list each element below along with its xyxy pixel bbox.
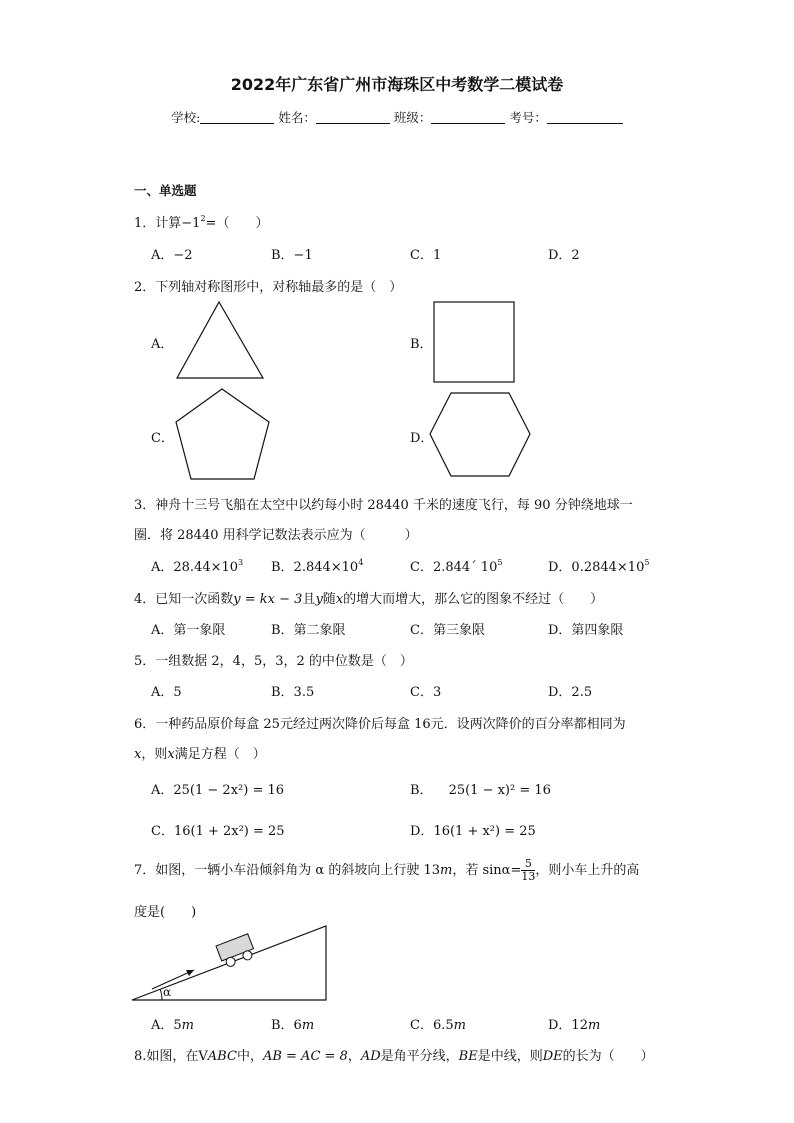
q4-with: 随	[322, 592, 336, 607]
angle-arc	[160, 989, 162, 1000]
q6-option-d[interactable]	[410, 820, 536, 839]
q7-option-c-text: C．6.5	[410, 1018, 454, 1033]
question-3-line-1: 3．神舟十三号飞船在太空中以约每小时 28440 千米的速度飞行，每 90 分钟绕地球一	[134, 498, 633, 513]
question-4-stem	[134, 588, 603, 607]
q6-option-b-expr: 25(1 − x)² = 16	[448, 783, 551, 798]
question-3-line-2: 圈．将 28440 用科学记数法表示应为（ ）	[134, 528, 418, 543]
q8-equation: AB = AC = 8	[262, 1049, 348, 1064]
q2-option-b[interactable]: B．	[410, 337, 433, 352]
q6-option-b-label: B．	[410, 783, 433, 798]
q1-exponent: 2	[200, 214, 206, 223]
q4-and: 且	[302, 592, 316, 607]
q6-then: ，则	[141, 747, 168, 762]
q3-option-a-exp: 3	[238, 558, 244, 567]
q7-option-b[interactable]	[271, 1014, 314, 1033]
q7-sin: ，若 sinα=	[452, 863, 522, 878]
q7-prefix: 7．如图，一辆小车沿倾斜角为 α 的斜坡向上行驶 13	[134, 863, 440, 878]
q7-option-c-unit: m	[453, 1018, 466, 1033]
q4-option-c[interactable]: C．第三象限	[410, 623, 485, 638]
q3-option-c-text: C．2.844´ 10	[410, 560, 498, 575]
q8-median: 是中线，则	[477, 1049, 543, 1064]
q7-option-d-text: D．12	[548, 1018, 588, 1033]
question-7-line-1	[134, 858, 639, 883]
q8-bisector: 是角平分线，	[380, 1049, 459, 1064]
q7-fraction	[521, 858, 535, 883]
name-blank	[316, 111, 390, 124]
q7-option-c[interactable]	[410, 1014, 466, 1033]
q1-stem-prefix: 1．计算	[134, 216, 182, 231]
q6-option-c[interactable]	[151, 820, 285, 839]
q7-unit-m: m	[440, 863, 453, 878]
q6-var-x: x	[134, 747, 142, 762]
q3-option-a[interactable]	[151, 556, 243, 575]
q8-in: 中，	[236, 1049, 263, 1064]
hexagon-figure	[428, 391, 532, 479]
q6-option-a-expr: 25(1 − 2x²) = 16	[173, 783, 285, 798]
q5-option-a[interactable]: A．5	[151, 685, 182, 700]
q8-comma: ，	[347, 1049, 361, 1064]
q6-option-d-label: D．	[410, 824, 434, 839]
q8-segment-ad: AD	[360, 1049, 381, 1064]
q5-option-d[interactable]: D．2.5	[548, 685, 593, 700]
q4-option-b[interactable]: B．第二象限	[271, 623, 346, 638]
section-title: 一、单选题	[134, 183, 197, 198]
q3-option-d[interactable]	[548, 556, 649, 575]
q6-option-a[interactable]	[151, 779, 284, 798]
number-blank	[547, 111, 623, 124]
pentagon-figure	[174, 387, 272, 483]
q6-option-b[interactable]	[410, 779, 551, 798]
q4-option-a[interactable]: A．第一象限	[151, 623, 226, 638]
q7-option-d[interactable]	[548, 1014, 600, 1033]
q7-option-d-unit: m	[587, 1018, 601, 1033]
q5-option-c[interactable]: C．3	[410, 685, 442, 700]
q3-option-c-exp: 5	[497, 558, 503, 567]
q4-suffix: 的增大而增大，那么它的图象不经过（ ）	[343, 592, 604, 607]
cart-icon	[216, 934, 257, 969]
q5-option-b[interactable]: B．3.5	[271, 685, 315, 700]
q1-option-c[interactable]: C．1	[410, 248, 442, 263]
q6-option-d-expr: 16(1 + x²) = 25	[433, 824, 536, 839]
q3-option-d-text: D．0.2844×10	[548, 560, 645, 575]
q8-segment-de: DE	[542, 1049, 563, 1064]
q6-option-a-label: A．	[151, 783, 174, 798]
school-label: 学校:	[171, 110, 201, 125]
q6-option-c-expr: 16(1 + 2x²) = 25	[173, 824, 285, 839]
q4-var-x: x	[335, 592, 344, 607]
question-8-stem	[134, 1045, 654, 1064]
q1-option-b[interactable]: B．−1	[271, 248, 313, 263]
q3-option-c[interactable]	[410, 556, 502, 575]
q7-fraction-numerator: 5	[521, 858, 535, 871]
q3-option-a-text: A．28.44×10	[151, 560, 239, 575]
student-info-row	[0, 108, 794, 126]
q7-option-a-text: A．5	[151, 1018, 182, 1033]
page-title: 2022年广东省广州市海珠区中考数学二模试卷	[230, 75, 564, 94]
number-label: 考号：	[509, 110, 547, 125]
q8-suffix: 的长为（ ）	[562, 1049, 654, 1064]
q1-expression: −1	[181, 216, 201, 231]
q6-suffix: 满足方程（ ）	[174, 747, 266, 762]
q3-option-b-exp: 4	[358, 558, 364, 567]
square-figure	[432, 300, 516, 384]
question-7-line-2: 度是( )	[134, 905, 197, 920]
q7-option-b-text: B．6	[271, 1018, 302, 1033]
question-6-line-2	[134, 743, 266, 762]
q4-option-d[interactable]: D．第四象限	[548, 623, 624, 638]
name-label: 姓名：	[278, 110, 316, 125]
q6-var-x-2: x	[167, 747, 175, 762]
q2-option-c[interactable]: C．	[151, 431, 174, 446]
question-2-stem: 2．下列轴对称图形中，对称轴最多的是（ ）	[134, 280, 403, 295]
alpha-label: α	[163, 985, 172, 999]
q4-prefix: 4．已知一次函数	[134, 592, 234, 607]
q8-triangle-abc: ABC	[207, 1049, 237, 1064]
question-6-line-1: 6．一种药品原价每盒 25元经过两次降价后每盒 16元．设两次降价的百分率都相同为	[134, 717, 626, 732]
q2-option-d[interactable]: D．	[410, 431, 434, 446]
question-5-stem: 5．一组数据 2，4，5，3，2 的中位数是（ ）	[134, 654, 413, 669]
q1-option-d[interactable]: D．2	[548, 248, 580, 263]
q1-stem-suffix: =（ ）	[205, 216, 269, 231]
q3-option-d-exp: 5	[644, 558, 650, 567]
question-1-stem	[134, 212, 268, 231]
q1-option-a[interactable]: A．−2	[151, 248, 193, 263]
q4-function-expr: y = kx − 3	[233, 592, 303, 607]
q6-option-c-label: C．	[151, 824, 174, 839]
slope-diagram	[130, 924, 330, 1004]
q8-prefix: 8.如图，在V	[134, 1049, 208, 1064]
q3-option-b-text: B．2.844×10	[271, 560, 359, 575]
class-blank	[431, 111, 505, 124]
triangle-figure	[175, 300, 267, 382]
q7-option-a[interactable]	[151, 1014, 194, 1033]
school-blank	[200, 111, 274, 124]
q7-fraction-denominator: 13	[521, 870, 536, 883]
q7-option-a-unit: m	[181, 1018, 194, 1033]
q7-option-b-unit: m	[301, 1018, 315, 1033]
q8-segment-be: BE	[458, 1049, 478, 1064]
class-label: 班级：	[393, 110, 432, 125]
q3-option-b[interactable]	[271, 556, 363, 575]
q2-option-a[interactable]: A．	[151, 337, 174, 352]
q4-var-y: y	[315, 592, 323, 607]
q7-suffix: ，则小车上升的高	[535, 863, 640, 878]
